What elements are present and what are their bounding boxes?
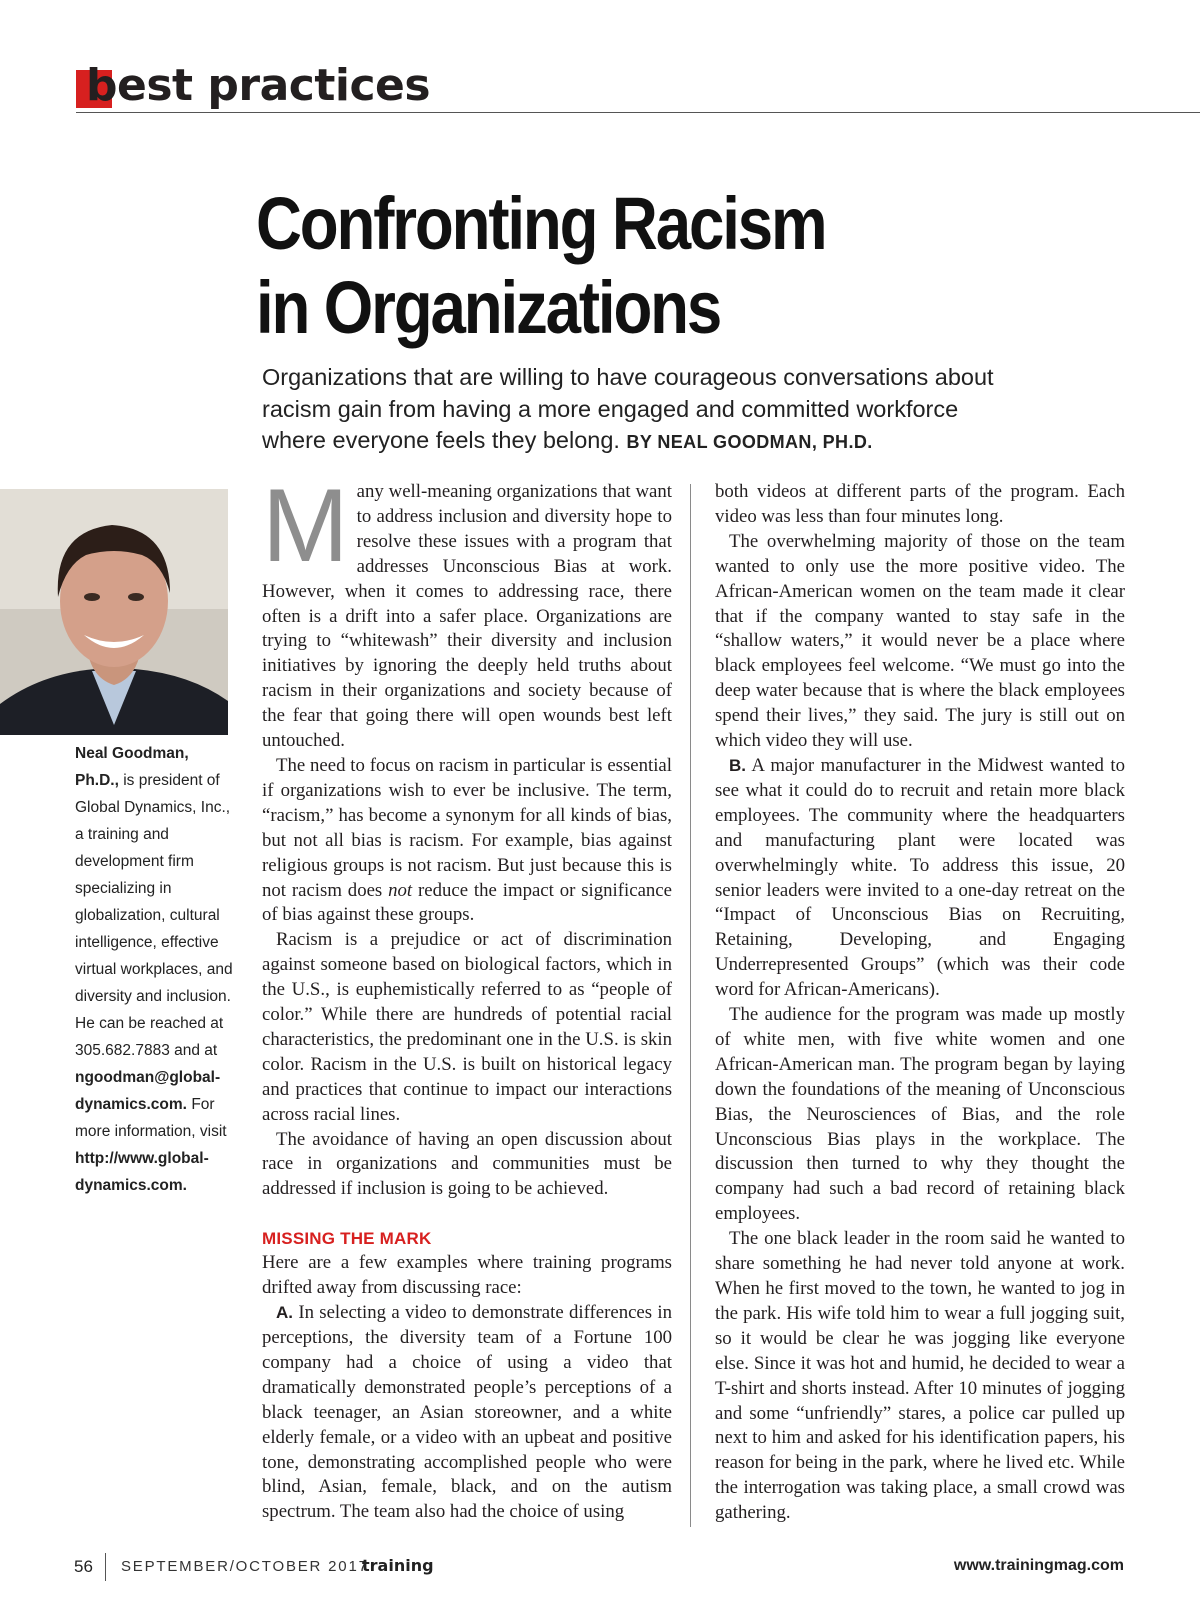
author-name: Neal Goodman, Ph.D., xyxy=(75,745,189,789)
article-dek xyxy=(262,362,1022,459)
paragraph: The one black leader in the room said he wanted to share something he had never told anyone at work. When he first moved to the town, he wanted to jog in the park. His wife told him to wear a full jogging suit, so it would be clear he was jogging like everyone else. Since it was hot and humid, he decided to wear a T-shirt and shorts instead. After 10 minutes of jogging and some “unfriendly” stares, a police car pulled up next to him and asked for his identification papers, his reason for being in the park, where he lived etc. While the interrogation was taking place, a small crowd was gathering. xyxy=(715,1228,1125,1524)
paragraph: Here are a few examples where training programs drifted away from discussing race: xyxy=(262,1252,672,1299)
website-link[interactable]: www.trainingmag.com xyxy=(953,1557,1124,1574)
author-bio-more: For more information, visit xyxy=(75,1096,227,1140)
article-title-line-1: Confronting Racism xyxy=(256,182,826,265)
paragraph-text: In selecting a video to demonstrate differences in perceptions, the diversity team of a Fortune 100 company had a choice of using a video that dramatically demonstrated people’s perceptions of a black teenager, an Asian storeowner, and a white elderly female, or a video with an upbeat and positive tone, demonstrating accomplished people who were blind, Asian, female, black, and on the autism spectrum. The team also had the choice of using xyxy=(262,1302,672,1523)
paragraph: The overwhelming majority of those on the team wanted to only use the more positive video. The African-American women on the team made it clear that if the company wanted to stay safe in the “shallow waters,” it would never be a place where black employees feel welcome. “We must go into the deep water because that is where the black employees spend their lives,” they said. The jury is still out on which video they will use. xyxy=(715,530,1125,752)
example-paragraph xyxy=(262,1301,672,1525)
paragraph-text: A major manufacturer in the Midwest wanted to see what it could do to recruit and retain more black employees. The community where the headquarters and manufacturing plant were located was overwhelmingly white. To address this issue, 20 senior leaders were invited to a one-day retreat on the “Impact of Unconscious Bias on Recruiting, Retaining, Developing, and Engaging Underrepresented Groups” (which was their code word for African-Americans). xyxy=(715,754,1125,1001)
author-portrait-icon xyxy=(0,489,228,735)
section-header xyxy=(76,60,1200,113)
paragraph-text: reduce the impact or significance of bias against these groups. xyxy=(262,879,672,926)
emphasis-text: not xyxy=(388,879,413,901)
footer-divider xyxy=(105,1553,106,1581)
paragraph xyxy=(262,754,672,928)
page-number: 56 xyxy=(74,1557,93,1576)
paragraph: Racism is a prejudice or act of discrimination against someone based on biological factors, which in the U.S., is euphemistically referred to as “people of color.” While there are hundreds of potential racial characteristics, the predominant one in the U.S. is skin color. Racism in the U.S. is built on historical legacy and practices that continue to impact our interactions across racial lines. xyxy=(262,929,672,1125)
drop-cap: M xyxy=(262,468,349,584)
page-footer xyxy=(74,1553,1124,1583)
paragraph-text: The need to focus on racism in particular is essential if organizations wish to ever be inclusive. The term, “racism,” has become a synonym for all kinds of bias, but not all bias is racism. For example, bias against religious groups is not racism. But just because this is not racism does xyxy=(262,754,672,901)
author-bio-text: is president of Global Dynamics, Inc., a training and development firm specializing in globalization, cultural intelligence, effective virtual workplaces, and diversity and inclusion. He can be reached at 305.682.7883 and at xyxy=(75,772,233,1059)
paragraph: The avoidance of having an open discussion about race in organizations and communities must be addressed if inclusion is going to be achieved. xyxy=(262,1128,672,1200)
subhead: MISSING THE MARK xyxy=(262,1229,432,1249)
author-website-link[interactable]: http://www.global-dynamics.com. xyxy=(75,1150,209,1194)
author-bio xyxy=(75,740,235,1199)
paragraph: The audience for the program was made up mostly of white men, with five white women and one African-American man. The program began by laying down the foundations of the meaning of Unconscious Bias, the Neurosciences of Bias, and the role Unconscious Bias plays in the workplace. The discussion then turned to why they thought the company had such a bad record of retaining black employees. xyxy=(715,1004,1125,1225)
issue-date: SEPTEMBER/OCTOBER 2017 xyxy=(121,1558,369,1575)
article-column-left xyxy=(262,468,672,1525)
example-label: B. xyxy=(729,755,746,775)
author-email-link[interactable]: ngoodman@global-dynamics.com. xyxy=(75,1069,221,1113)
example-paragraph xyxy=(715,754,1125,1003)
article-title xyxy=(256,182,961,350)
paragraph-text: any well-meaning organizations that want to address inclusion and diversity hope to resolve these issues with a program that addresses Unconscious Bias at work. However, when it comes to addressing race, there often is a drift into a safer place. Organizations are trying to “whitewash” their diversity and inclusion initiatives by ignoring the deeply held truths about racism in their organizations and society because of the fear that going there will open wounds best left untouched. xyxy=(262,481,672,752)
example-label: A. xyxy=(276,1303,293,1323)
paragraph: both videos at different parts of the program. Each video was less than four minutes long. xyxy=(715,481,1125,527)
article-column-right xyxy=(715,480,1125,1526)
magazine-name: training xyxy=(362,1556,434,1575)
paragraph xyxy=(262,468,672,754)
dek-text: Organizations that are willing to have courageous conversations about racism gain from having a more engaged and committed workforce where everyone feels they belong. xyxy=(262,364,994,453)
column-divider xyxy=(690,484,691,1527)
author-photo xyxy=(0,489,228,735)
byline: BY NEAL GOODMAN, PH.D. xyxy=(626,432,873,452)
section-title: best practices xyxy=(86,60,431,111)
article-title-line-2: in Organizations xyxy=(256,266,721,349)
